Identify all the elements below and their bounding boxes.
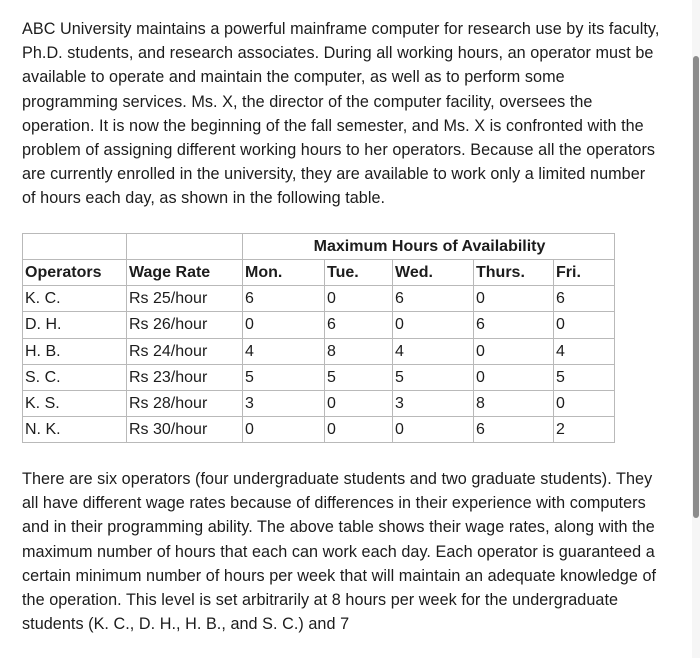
group-header-label: Maximum Hours of Availability [313, 238, 546, 255]
column-header-wage-rate: Wage Rate [127, 260, 243, 286]
fri-cell: 2 [554, 417, 615, 443]
wage-cell: Rs 25/hour [127, 286, 243, 312]
fri-cell: 0 [554, 312, 615, 338]
bottom-fade [0, 644, 690, 658]
wed-cell: 0 [393, 417, 474, 443]
table-row [23, 390, 615, 416]
mon-cell: 0 [243, 417, 325, 443]
empty-header-cell [23, 234, 127, 260]
mon-cell: 4 [243, 338, 325, 364]
tue-cell: 5 [325, 364, 393, 390]
wed-cell: 3 [393, 390, 474, 416]
operator-cell: H. B. [23, 338, 127, 364]
fri-cell: 5 [554, 364, 615, 390]
thurs-cell: 0 [474, 338, 554, 364]
table-row [23, 338, 615, 364]
table-row [23, 286, 615, 312]
wed-cell: 0 [393, 312, 474, 338]
column-header-operators: Operators [23, 260, 127, 286]
wed-cell: 6 [393, 286, 474, 312]
thurs-cell: 0 [474, 364, 554, 390]
scrollbar-track[interactable] [692, 0, 700, 658]
wage-cell: Rs 28/hour [127, 390, 243, 416]
tue-cell: 8 [325, 338, 393, 364]
table-group-header-row [23, 234, 615, 260]
operators-paragraph: There are six operators (four undergraduate students and two graduate students). They all have different wage rates because of differences in their experience with computers and in their programming ability. The above table shows their wage rates, along with the maximum number of hours that each can work each day. Each operator is guaranteed a certain minimum number of hours per week that will maintain an adequate knowledge of the operation. This level is set arbitrarily at 8 hours per week for the undergraduate students (K. C., D. H., H. B., and S. C.) and 7 [22, 470, 657, 634]
wage-cell: Rs 23/hour [127, 364, 243, 390]
fri-cell: 0 [554, 390, 615, 416]
mon-cell: 0 [243, 312, 325, 338]
thurs-cell: 8 [474, 390, 554, 416]
wage-cell: Rs 24/hour [127, 338, 243, 364]
wed-cell: 5 [393, 364, 474, 390]
mon-cell: 3 [243, 390, 325, 416]
column-header-fri: Fri. [554, 260, 615, 286]
table-row [23, 312, 615, 338]
scrollbar-thumb[interactable] [693, 56, 699, 518]
table-row [23, 364, 615, 390]
column-header-tue: Tue. [325, 260, 393, 286]
tue-cell: 0 [325, 390, 393, 416]
thurs-cell: 6 [474, 417, 554, 443]
operator-cell: K. C. [23, 286, 127, 312]
operator-cell: K. S. [23, 390, 127, 416]
operator-cell: S. C. [23, 364, 127, 390]
column-header-thurs: Thurs. [474, 260, 554, 286]
fri-cell: 6 [554, 286, 615, 312]
tue-cell: 0 [325, 286, 393, 312]
wed-cell: 4 [393, 338, 474, 364]
fri-cell: 4 [554, 338, 615, 364]
wage-cell: Rs 30/hour [127, 417, 243, 443]
availability-table [22, 233, 615, 443]
column-header-mon: Mon. [243, 260, 325, 286]
table-column-header-row [23, 260, 615, 286]
mon-cell: 6 [243, 286, 325, 312]
column-header-wed: Wed. [393, 260, 474, 286]
operator-cell: D. H. [23, 312, 127, 338]
intro-paragraph: ABC University maintains a powerful mainframe computer for research use by its faculty, Ph.D. students, and research associates. During all working hours, an operator must be available to operate and maintain the computer, as well as to perform some programming services. Ms. X, the director of the computer facility, oversees the operation. It is now the beginning of the fall semester, and Ms. X is confronted with the problem of assigning different working hours to her operators. Because all the operators are currently enrolled in the university, they are available to work only a limited number of hours each day, as shown in the following table. [22, 20, 660, 208]
wage-cell: Rs 26/hour [127, 312, 243, 338]
operator-cell: N. K. [23, 417, 127, 443]
thurs-cell: 0 [474, 286, 554, 312]
empty-header-cell [127, 234, 243, 260]
group-header-cell [243, 234, 615, 260]
tue-cell: 6 [325, 312, 393, 338]
mon-cell: 5 [243, 364, 325, 390]
tue-cell: 0 [325, 417, 393, 443]
thurs-cell: 6 [474, 312, 554, 338]
table-row [23, 417, 615, 443]
availability-table-container [22, 233, 614, 443]
